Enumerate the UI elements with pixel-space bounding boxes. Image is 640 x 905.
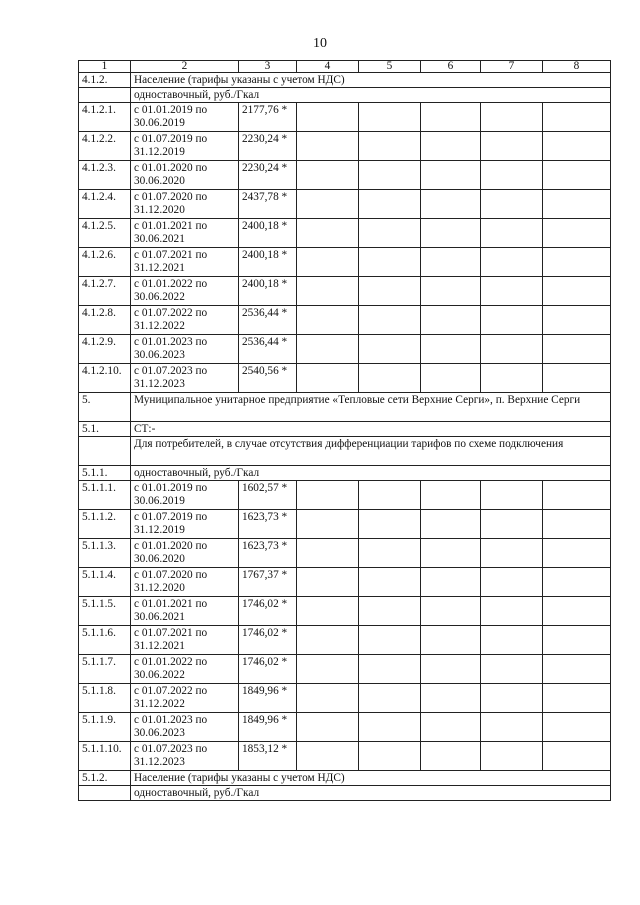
empty-cell	[297, 364, 359, 393]
empty-cell	[421, 655, 481, 684]
empty-cell	[297, 684, 359, 713]
tariff-value-cell: 1746,02 *	[239, 655, 297, 684]
tariff-value-cell: 2400,18 *	[239, 277, 297, 306]
tariff-value-cell: 1602,57 *	[239, 481, 297, 510]
empty-cell	[297, 510, 359, 539]
row-number-cell	[79, 437, 131, 466]
empty-cell	[421, 481, 481, 510]
empty-cell	[543, 306, 611, 335]
row-number-cell: 4.1.2.4.	[79, 190, 131, 219]
tariff-value-cell: 1623,73 *	[239, 510, 297, 539]
empty-cell	[297, 626, 359, 655]
empty-cell	[359, 248, 421, 277]
period-cell: с 01.07.2021 по 31.12.2021	[131, 248, 239, 277]
tariff-value-cell: 1849,96 *	[239, 713, 297, 742]
row-number-cell: 5.1.1.6.	[79, 626, 131, 655]
empty-cell	[421, 248, 481, 277]
empty-cell	[359, 161, 421, 190]
period-cell: с 01.01.2023 по 30.06.2023	[131, 713, 239, 742]
period-cell: с 01.07.2022 по 31.12.2022	[131, 684, 239, 713]
tariff-value-cell: 2540,56 *	[239, 364, 297, 393]
empty-cell	[297, 306, 359, 335]
section-title-cell: Для потребителей, в случае отсутствия дифференциации тарифов по схеме подключения	[131, 437, 611, 466]
period-cell: с 01.01.2022 по 30.06.2022	[131, 655, 239, 684]
empty-cell	[297, 103, 359, 132]
empty-cell	[359, 132, 421, 161]
row-number-cell: 4.1.2.3.	[79, 161, 131, 190]
table-row	[79, 335, 611, 364]
empty-cell	[359, 219, 421, 248]
empty-cell	[421, 539, 481, 568]
column-header: 6	[421, 61, 481, 73]
empty-cell	[421, 335, 481, 364]
empty-cell	[543, 219, 611, 248]
empty-cell	[359, 103, 421, 132]
empty-cell	[481, 132, 543, 161]
empty-cell	[297, 132, 359, 161]
row-number-cell: 4.1.2.1.	[79, 103, 131, 132]
column-header: 4	[297, 61, 359, 73]
section-title-cell: Муниципальное унитарное предприятие «Тепловые сети Верхние Серги», п. Верхние Серги	[131, 393, 611, 422]
empty-cell	[297, 597, 359, 626]
empty-cell	[481, 335, 543, 364]
table-row	[79, 161, 611, 190]
row-number-cell	[79, 88, 131, 103]
table-row	[79, 597, 611, 626]
empty-cell	[543, 655, 611, 684]
row-number-cell: 4.1.2.	[79, 73, 131, 88]
empty-cell	[481, 481, 543, 510]
empty-cell	[421, 626, 481, 655]
row-number-cell: 5.1.1.5.	[79, 597, 131, 626]
section-title-cell: Население (тарифы указаны с учетом НДС)	[131, 73, 611, 88]
table-row	[79, 466, 611, 481]
empty-cell	[297, 481, 359, 510]
table-row	[79, 684, 611, 713]
period-cell: с 01.07.2020 по 31.12.2020	[131, 568, 239, 597]
empty-cell	[481, 248, 543, 277]
column-header: 1	[79, 61, 131, 73]
tariff-value-cell: 2177,76 *	[239, 103, 297, 132]
empty-cell	[481, 190, 543, 219]
table-row	[79, 103, 611, 132]
empty-cell	[359, 190, 421, 219]
empty-cell	[481, 306, 543, 335]
period-cell: с 01.07.2020 по 31.12.2020	[131, 190, 239, 219]
row-number-cell: 5.1.1.8.	[79, 684, 131, 713]
table-row	[79, 510, 611, 539]
section-title-cell: Население (тарифы указаны с учетом НДС)	[131, 771, 611, 786]
empty-cell	[421, 597, 481, 626]
tariff-value-cell: 2400,18 *	[239, 219, 297, 248]
column-header: 8	[543, 61, 611, 73]
empty-cell	[481, 539, 543, 568]
table-row	[79, 190, 611, 219]
row-number-cell: 4.1.2.2.	[79, 132, 131, 161]
empty-cell	[421, 161, 481, 190]
table-row	[79, 393, 611, 422]
tariff-value-cell: 2536,44 *	[239, 335, 297, 364]
table-row	[79, 481, 611, 510]
table-row	[79, 277, 611, 306]
empty-cell	[421, 713, 481, 742]
empty-cell	[359, 335, 421, 364]
empty-cell	[481, 597, 543, 626]
row-number-cell: 5.1.2.	[79, 771, 131, 786]
empty-cell	[297, 248, 359, 277]
empty-cell	[481, 655, 543, 684]
empty-cell	[481, 161, 543, 190]
row-number-cell: 5.1.1.10.	[79, 742, 131, 771]
empty-cell	[543, 132, 611, 161]
empty-cell	[481, 568, 543, 597]
empty-cell	[359, 568, 421, 597]
tariff-value-cell: 1746,02 *	[239, 597, 297, 626]
empty-cell	[421, 364, 481, 393]
empty-cell	[543, 190, 611, 219]
empty-cell	[543, 684, 611, 713]
empty-cell	[359, 481, 421, 510]
empty-cell	[543, 626, 611, 655]
empty-cell	[359, 655, 421, 684]
period-cell: с 01.01.2022 по 30.06.2022	[131, 277, 239, 306]
tariff-value-cell: 1746,02 *	[239, 626, 297, 655]
table-row	[79, 786, 611, 801]
column-header: 7	[481, 61, 543, 73]
empty-cell	[359, 539, 421, 568]
row-number-cell: 5.1.1.4.	[79, 568, 131, 597]
row-number-cell	[79, 786, 131, 801]
empty-cell	[543, 713, 611, 742]
empty-cell	[421, 684, 481, 713]
row-number-cell: 4.1.2.9.	[79, 335, 131, 364]
table-row	[79, 364, 611, 393]
empty-cell	[421, 190, 481, 219]
empty-cell	[297, 539, 359, 568]
empty-cell	[359, 597, 421, 626]
period-cell: с 01.01.2020 по 30.06.2020	[131, 539, 239, 568]
row-number-cell: 5.1.1.	[79, 466, 131, 481]
row-number-cell: 4.1.2.7.	[79, 277, 131, 306]
row-number-cell: 5.	[79, 393, 131, 422]
empty-cell	[421, 277, 481, 306]
empty-cell	[481, 626, 543, 655]
section-title-cell: одноставочный, руб./Гкал	[131, 786, 611, 801]
table-row	[79, 713, 611, 742]
empty-cell	[297, 568, 359, 597]
period-cell: с 01.01.2021 по 30.06.2021	[131, 219, 239, 248]
empty-cell	[421, 568, 481, 597]
row-number-cell: 5.1.1.7.	[79, 655, 131, 684]
tariff-value-cell: 2230,24 *	[239, 161, 297, 190]
empty-cell	[543, 161, 611, 190]
empty-cell	[481, 684, 543, 713]
empty-cell	[481, 510, 543, 539]
empty-cell	[481, 219, 543, 248]
column-header: 2	[131, 61, 239, 73]
empty-cell	[297, 277, 359, 306]
period-cell: с 01.01.2021 по 30.06.2021	[131, 597, 239, 626]
table-row	[79, 539, 611, 568]
empty-cell	[481, 742, 543, 771]
empty-cell	[421, 742, 481, 771]
table-row	[79, 568, 611, 597]
row-number-cell: 5.1.1.2.	[79, 510, 131, 539]
page-number: 10	[313, 36, 327, 51]
tariff-value-cell: 1853,12 *	[239, 742, 297, 771]
empty-cell	[359, 510, 421, 539]
table-row	[79, 132, 611, 161]
period-cell: с 01.07.2021 по 31.12.2021	[131, 626, 239, 655]
table-row	[79, 248, 611, 277]
empty-cell	[359, 277, 421, 306]
empty-cell	[481, 103, 543, 132]
table-row	[79, 88, 611, 103]
empty-cell	[297, 219, 359, 248]
table-row	[79, 306, 611, 335]
row-number-cell: 5.1.1.9.	[79, 713, 131, 742]
table-row	[79, 771, 611, 786]
table-row	[79, 422, 611, 437]
empty-cell	[543, 248, 611, 277]
period-cell: с 01.07.2019 по 31.12.2019	[131, 510, 239, 539]
empty-cell	[297, 190, 359, 219]
empty-cell	[543, 539, 611, 568]
period-cell: с 01.01.2019 по 30.06.2019	[131, 103, 239, 132]
row-number-cell: 5.1.1.3.	[79, 539, 131, 568]
period-cell: с 01.01.2019 по 30.06.2019	[131, 481, 239, 510]
empty-cell	[481, 713, 543, 742]
empty-cell	[421, 306, 481, 335]
empty-cell	[421, 219, 481, 248]
row-number-cell: 4.1.2.5.	[79, 219, 131, 248]
period-cell: с 01.07.2022 по 31.12.2022	[131, 306, 239, 335]
period-cell: с 01.07.2023 по 31.12.2023	[131, 742, 239, 771]
empty-cell	[481, 364, 543, 393]
table-row	[79, 655, 611, 684]
tariff-value-cell: 1849,96 *	[239, 684, 297, 713]
row-number-cell: 4.1.2.6.	[79, 248, 131, 277]
tariff-value-cell: 2400,18 *	[239, 248, 297, 277]
tariff-table	[78, 60, 611, 801]
empty-cell	[297, 655, 359, 684]
section-title-cell: одноставочный, руб./Гкал	[131, 88, 611, 103]
empty-cell	[359, 684, 421, 713]
empty-cell	[481, 277, 543, 306]
empty-cell	[543, 277, 611, 306]
period-cell: с 01.07.2023 по 31.12.2023	[131, 364, 239, 393]
table-row	[79, 219, 611, 248]
empty-cell	[359, 626, 421, 655]
column-header: 5	[359, 61, 421, 73]
empty-cell	[421, 510, 481, 539]
row-number-cell: 5.1.1.1.	[79, 481, 131, 510]
tariff-value-cell: 2230,24 *	[239, 132, 297, 161]
period-cell: с 01.07.2019 по 31.12.2019	[131, 132, 239, 161]
tariff-value-cell: 1623,73 *	[239, 539, 297, 568]
empty-cell	[543, 481, 611, 510]
period-cell: с 01.01.2023 по 30.06.2023	[131, 335, 239, 364]
empty-cell	[543, 364, 611, 393]
empty-cell	[421, 132, 481, 161]
tariff-value-cell: 2536,44 *	[239, 306, 297, 335]
table-row	[79, 626, 611, 655]
empty-cell	[543, 510, 611, 539]
row-number-cell: 4.1.2.8.	[79, 306, 131, 335]
empty-cell	[359, 713, 421, 742]
table-row	[79, 437, 611, 466]
tariff-value-cell: 1767,37 *	[239, 568, 297, 597]
empty-cell	[297, 713, 359, 742]
empty-cell	[297, 161, 359, 190]
empty-cell	[543, 568, 611, 597]
empty-cell	[359, 364, 421, 393]
period-cell: с 01.01.2020 по 30.06.2020	[131, 161, 239, 190]
row-number-cell: 5.1.	[79, 422, 131, 437]
table-row	[79, 742, 611, 771]
row-number-cell: 4.1.2.10.	[79, 364, 131, 393]
empty-cell	[297, 742, 359, 771]
empty-cell	[543, 335, 611, 364]
empty-cell	[543, 103, 611, 132]
empty-cell	[421, 103, 481, 132]
section-title-cell: СТ:-	[131, 422, 611, 437]
section-title-cell: одноставочный, руб./Гкал	[131, 466, 611, 481]
column-header: 3	[239, 61, 297, 73]
empty-cell	[297, 335, 359, 364]
header-row	[79, 61, 611, 73]
table-row	[79, 73, 611, 88]
empty-cell	[543, 597, 611, 626]
tariff-value-cell: 2437,78 *	[239, 190, 297, 219]
empty-cell	[359, 306, 421, 335]
empty-cell	[543, 742, 611, 771]
empty-cell	[359, 742, 421, 771]
